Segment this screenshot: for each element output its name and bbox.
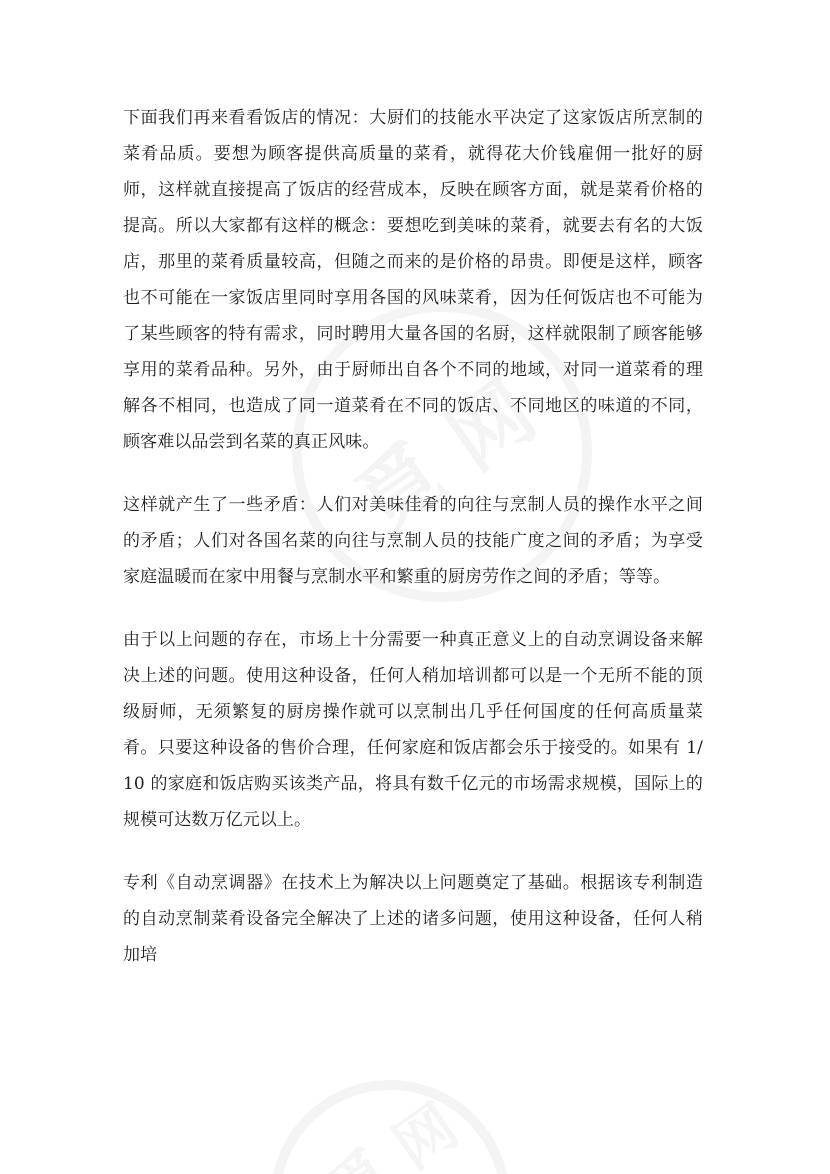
watermark-glyph-bottom xyxy=(308,1080,473,1174)
document-body xyxy=(123,100,703,1000)
paragraph-2: 这样就产生了一些矛盾：人们对美味佳肴的向往与烹制人员的操作水平之间的矛盾；人们对各国名菜的向往与烹制人员的技能广度之间的矛盾；为享受家庭温暖而在家中用餐与烹制水平和繁重的厨房劳作之间的矛盾；等等。 xyxy=(123,495,703,587)
paragraph-1: 下面我们再来看看饭店的情况：大厨们的技能水平决定了这家饭店所烹制的菜肴品质。要想为顾客提供高质量的菜肴，就得花大价钱雇佣一批好的厨师，这样就直接提高了饭店的经营成本，反映在顾客方面，就是菜肴价格的提高。所以大家都有这样的概念：要想吃到美味的菜肴，就要去有名的大饭店，那里的菜肴质量较高，但随之而来的是价格的昂贵。即便是这样，顾客也不可能在一家饭店里同时享用各国的风味菜肴，因为任何饭店也不可能为了某些顾客的特有需求，同时聘用大量各国的名厨，这样就限制了顾客能够享用的菜肴品种。另外，由于厨师出自各个不同的地域，对同一道菜肴的理解各不相同，也造成了同一道菜肴在不同的饭店、不同地区的味道的不同，顾客难以品尝到名菜的真正风味。 xyxy=(123,108,703,452)
watermark-stamp-bottom xyxy=(270,1080,510,1174)
paragraph-4: 专利《自动烹调器》在技术上为解决以上问题奠定了基础。根据该专利制造的自动烹制菜肴设备完全解决了上述的诸多问题，使用这种设备，任何人稍加培 xyxy=(123,873,703,965)
paragraph-3: 由于以上问题的存在，市场上十分需要一种真正意义上的自动烹调设备来解决上述的问题。使用这种设备，任何人稍加培训都可以是一个无所不能的顶级厨师，无须繁复的厨房操作就可以烹制出几乎任何国度的任何高质量菜肴。只要这种设备的售价合理，任何家庭和饭店都会乐于接受的。如果有 1/10 的家庭和饭店购买该类产品，将具有数千亿元的市场需求规模，国际上的规模可达数万亿元以上。 xyxy=(123,630,703,830)
